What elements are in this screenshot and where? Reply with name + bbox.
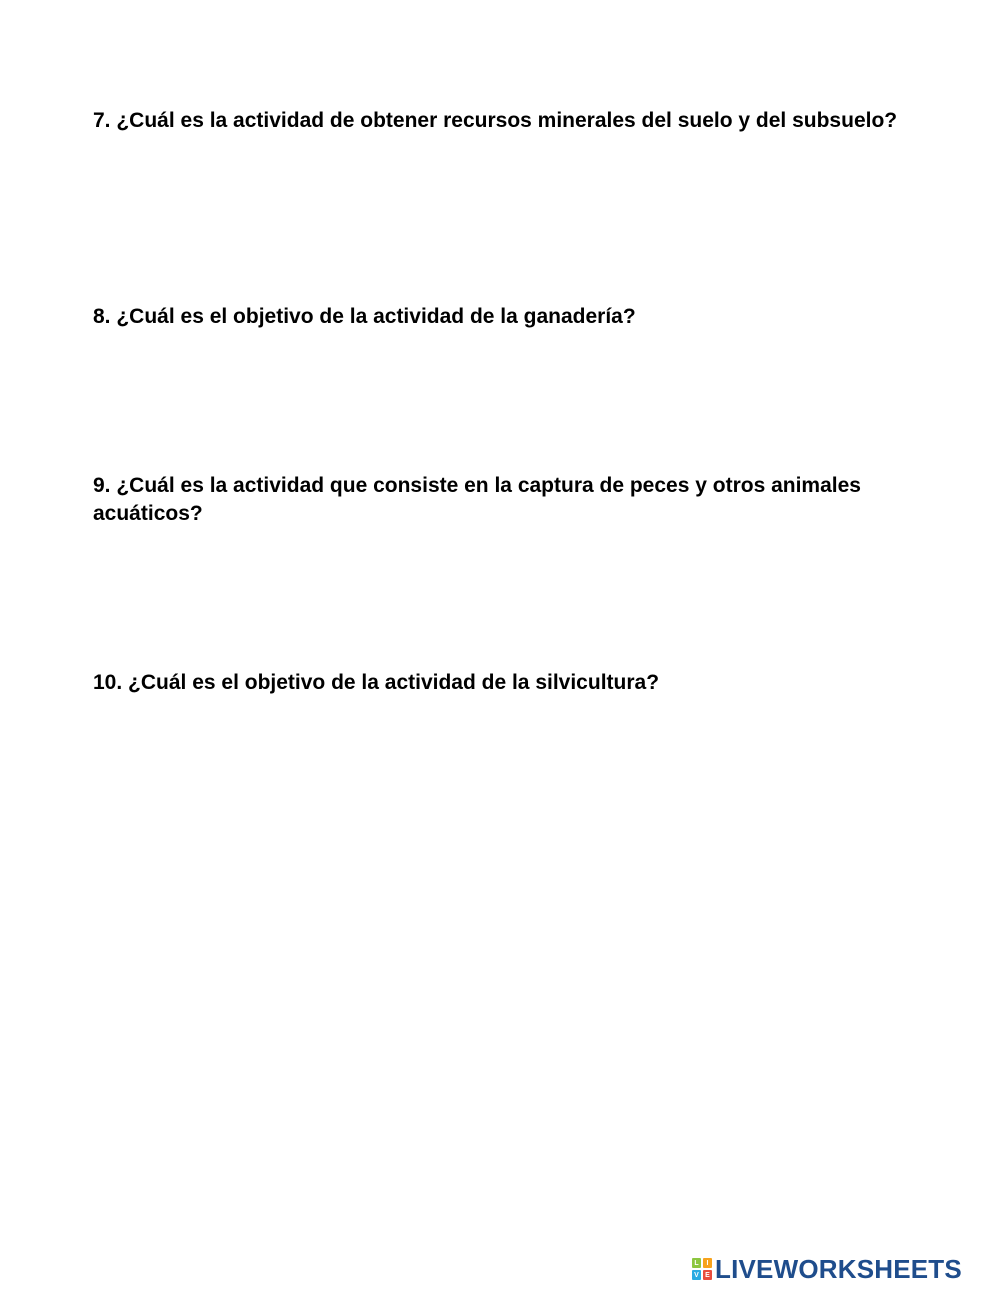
logo-mark-letter-e: E (703, 1270, 712, 1280)
question-10: 10. ¿Cuál es el objetivo de la actividad de la silvicultura? (93, 671, 660, 694)
logo-mark-icon (692, 1258, 712, 1280)
logo-text: LIVEWORKSHEETS (715, 1254, 962, 1284)
question-7: 7. ¿Cuál es la actividad de obtener recursos minerales del suelo y del subsuelo? (93, 109, 898, 132)
question-9: 9. ¿Cuál es la actividad que consiste en la captura de peces y otros animales acuáticos? (93, 474, 861, 525)
logo-mark-letter-l: L (692, 1258, 701, 1268)
logo-mark-letter-v: V (692, 1270, 701, 1280)
logo-mark-letter-i: I (703, 1258, 712, 1268)
liveworksheets-logo (692, 1256, 962, 1282)
question-8: 8. ¿Cuál es el objetivo de la actividad de la ganadería? (93, 305, 636, 328)
